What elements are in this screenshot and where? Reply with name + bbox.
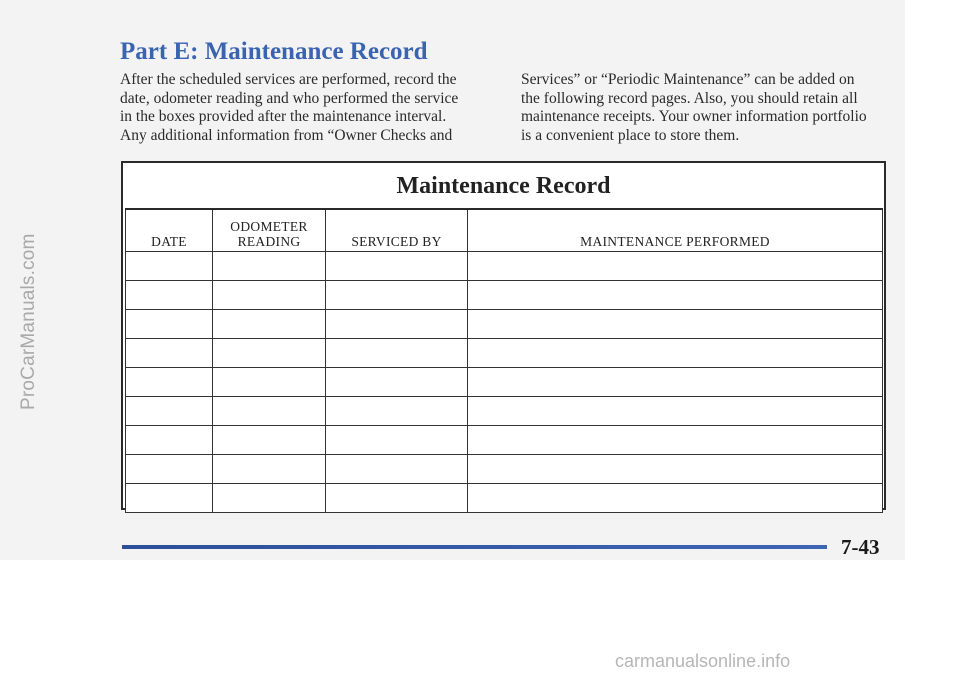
table-row (126, 281, 883, 310)
table-row (126, 368, 883, 397)
footer-rule (122, 545, 827, 549)
odometer-cell (213, 252, 326, 281)
serviced-by-cell (326, 484, 468, 513)
intro-line: is a convenient place to store them. (521, 126, 740, 144)
odometer-cell (213, 339, 326, 368)
column-header-date (126, 209, 213, 252)
serviced-by-cell (326, 281, 468, 310)
intro-line: Services” or “Periodic Maintenance” can be added on (521, 71, 855, 88)
header-line-2: SERVICED BY (351, 234, 442, 249)
maintenance-performed-cell (468, 339, 883, 368)
intro-line: After the scheduled services are performed, record the (120, 71, 457, 88)
header-line-2: MAINTENANCE PERFORMED (580, 234, 770, 249)
maintenance-performed-cell (468, 426, 883, 455)
intro-text-right-column (521, 71, 867, 145)
header-line-2: READING (237, 234, 301, 249)
page-number: 7-43 (841, 535, 880, 559)
maintenance-record-box (121, 161, 886, 510)
serviced-by-cell (326, 455, 468, 484)
date-cell (126, 252, 213, 281)
date-cell (126, 339, 213, 368)
intro-line: date, odometer reading and who performed the service (120, 89, 459, 107)
odometer-cell (213, 484, 326, 513)
maintenance-record-table (125, 208, 883, 513)
serviced-by-cell (326, 368, 468, 397)
date-cell (126, 426, 213, 455)
maintenance-performed-cell (468, 310, 883, 339)
date-cell (126, 397, 213, 426)
odometer-cell (213, 310, 326, 339)
maintenance-performed-cell (468, 252, 883, 281)
date-cell (126, 310, 213, 339)
serviced-by-cell (326, 397, 468, 426)
maintenance-performed-cell (468, 368, 883, 397)
table-header-row (126, 209, 883, 252)
intro-line: Any additional information from “Owner Checks and (120, 126, 453, 144)
section-title: Part E: Maintenance Record (120, 38, 428, 65)
column-header-odometer-reading (213, 209, 326, 252)
serviced-by-cell (326, 252, 468, 281)
header-line-1: ODOMETER (230, 219, 308, 234)
odometer-cell (213, 281, 326, 310)
bottom-watermark: carmanualsonline.info (615, 651, 791, 671)
serviced-by-cell (326, 426, 468, 455)
odometer-cell (213, 455, 326, 484)
column-header-serviced-by (326, 209, 468, 252)
maintenance-performed-cell (468, 397, 883, 426)
odometer-cell (213, 426, 326, 455)
date-cell (126, 455, 213, 484)
intro-line: the following record pages. Also, you should retain all (521, 89, 858, 107)
intro-line: in the boxes provided after the maintenance interval. (120, 108, 447, 126)
table-row (126, 310, 883, 339)
serviced-by-cell (326, 310, 468, 339)
record-table-body (126, 252, 883, 513)
table-row (126, 339, 883, 368)
maintenance-performed-cell (468, 281, 883, 310)
date-cell (126, 281, 213, 310)
odometer-cell (213, 368, 326, 397)
side-watermark: ProCarManuals.com (18, 233, 39, 410)
intro-line: maintenance receipts. Your owner information portfolio (521, 108, 867, 126)
date-cell (126, 484, 213, 513)
table-row (126, 252, 883, 281)
table-row (126, 455, 883, 484)
record-box-title: Maintenance Record (396, 173, 611, 199)
maintenance-performed-cell (468, 455, 883, 484)
serviced-by-cell (326, 339, 468, 368)
intro-text-left-column (120, 71, 458, 145)
table-row (126, 426, 883, 455)
date-cell (126, 368, 213, 397)
header-line-2: DATE (151, 234, 187, 249)
table-row (126, 484, 883, 513)
odometer-cell (213, 397, 326, 426)
column-header-maintenance-performed (468, 209, 883, 252)
table-row (126, 397, 883, 426)
maintenance-performed-cell (468, 484, 883, 513)
